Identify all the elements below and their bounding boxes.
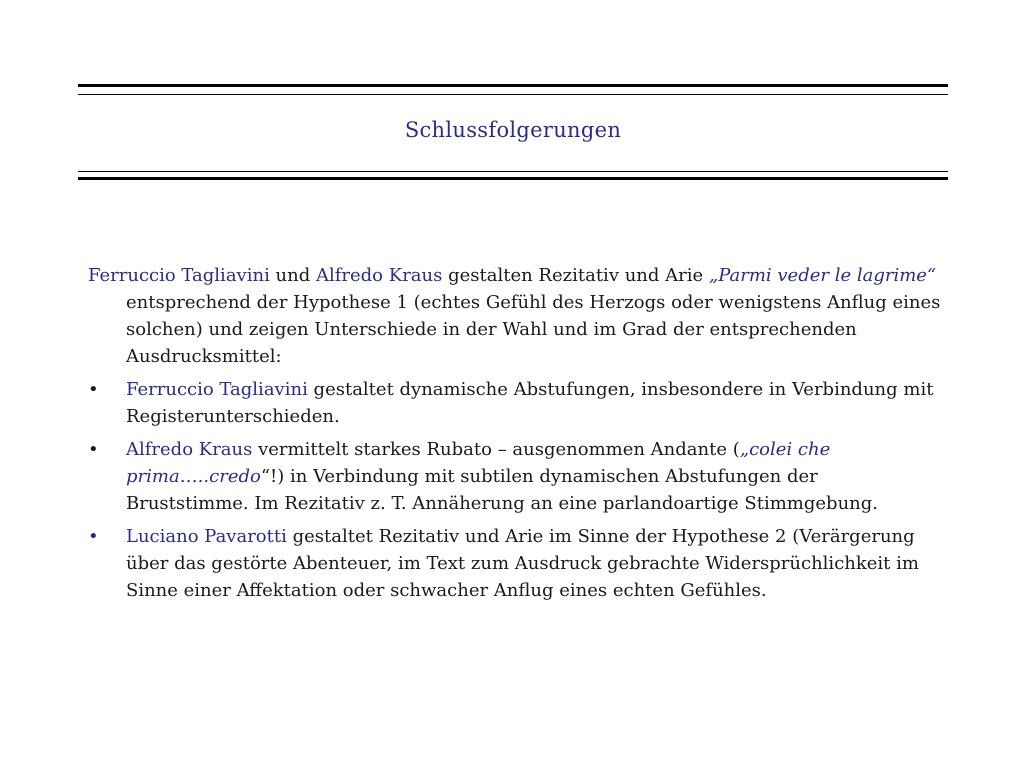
bullet-text: gestaltet Rezitativ und Arie im Sinne der Hypothese 2 (Verärgerung über das gestörte Abenteuer, im Text zum Ausdruck gebrachte Widersprüchlichkeit im Sinne einer Affektation oder schwacher Anflug eines echten Gefühles. (126, 526, 919, 601)
intro-text-2: gestalten Rezitativ und Arie (442, 265, 709, 286)
list-item (88, 376, 944, 430)
bullet-text-b: “!) in Verbindung mit subtilen dynamischen Abstufungen der Bruststimme. Im Rezitativ z. T. Annäherung an eine parlandoartige Stimmgebung. (126, 466, 879, 514)
top-thin-rule (78, 94, 948, 95)
intro-text-3: entsprechend der Hypothese 1 (echtes Gefühl des Herzogs oder wenigstens Anflug eines solchen) und zeigen Unterschiede in der Wahl und im Grad der entsprechenden Ausdrucksmittel: (126, 292, 941, 367)
bullet-icon: • (88, 526, 99, 547)
intro-paragraph (88, 262, 944, 370)
list-item (88, 436, 944, 517)
bullet-icon: • (88, 439, 99, 460)
top-thick-rule (78, 84, 948, 87)
intro-text-1: und (269, 265, 316, 286)
bottom-thick-rule (78, 177, 948, 180)
list-item (88, 523, 944, 604)
bullet-singer-name: Ferruccio Tagliavini (126, 379, 308, 400)
conclusions-list (88, 376, 944, 604)
bullet-singer-name: Luciano Pavarotti (126, 526, 287, 547)
bullet-quote: „colei che prima…..credo (126, 439, 831, 487)
aria-title: „Parmi veder le lagrime“ (708, 265, 937, 286)
bullet-text: gestaltet dynamische Abstufungen, insbesondere in Verbindung mit Registerunterschieden. (126, 379, 934, 427)
singer-name-kraus: Alfredo Kraus (315, 265, 443, 286)
bullet-text-a: vermittelt starkes Rubato – ausgenommen Andante ( (252, 439, 740, 460)
singer-name-tagliavini: Ferruccio Tagliavini (88, 265, 270, 286)
slide-title: Schlussfolgerungen (404, 118, 622, 142)
bullet-icon: • (88, 379, 99, 400)
slide-body (88, 262, 944, 610)
bottom-thin-rule (78, 171, 948, 172)
bullet-singer-name: Alfredo Kraus (126, 439, 253, 460)
